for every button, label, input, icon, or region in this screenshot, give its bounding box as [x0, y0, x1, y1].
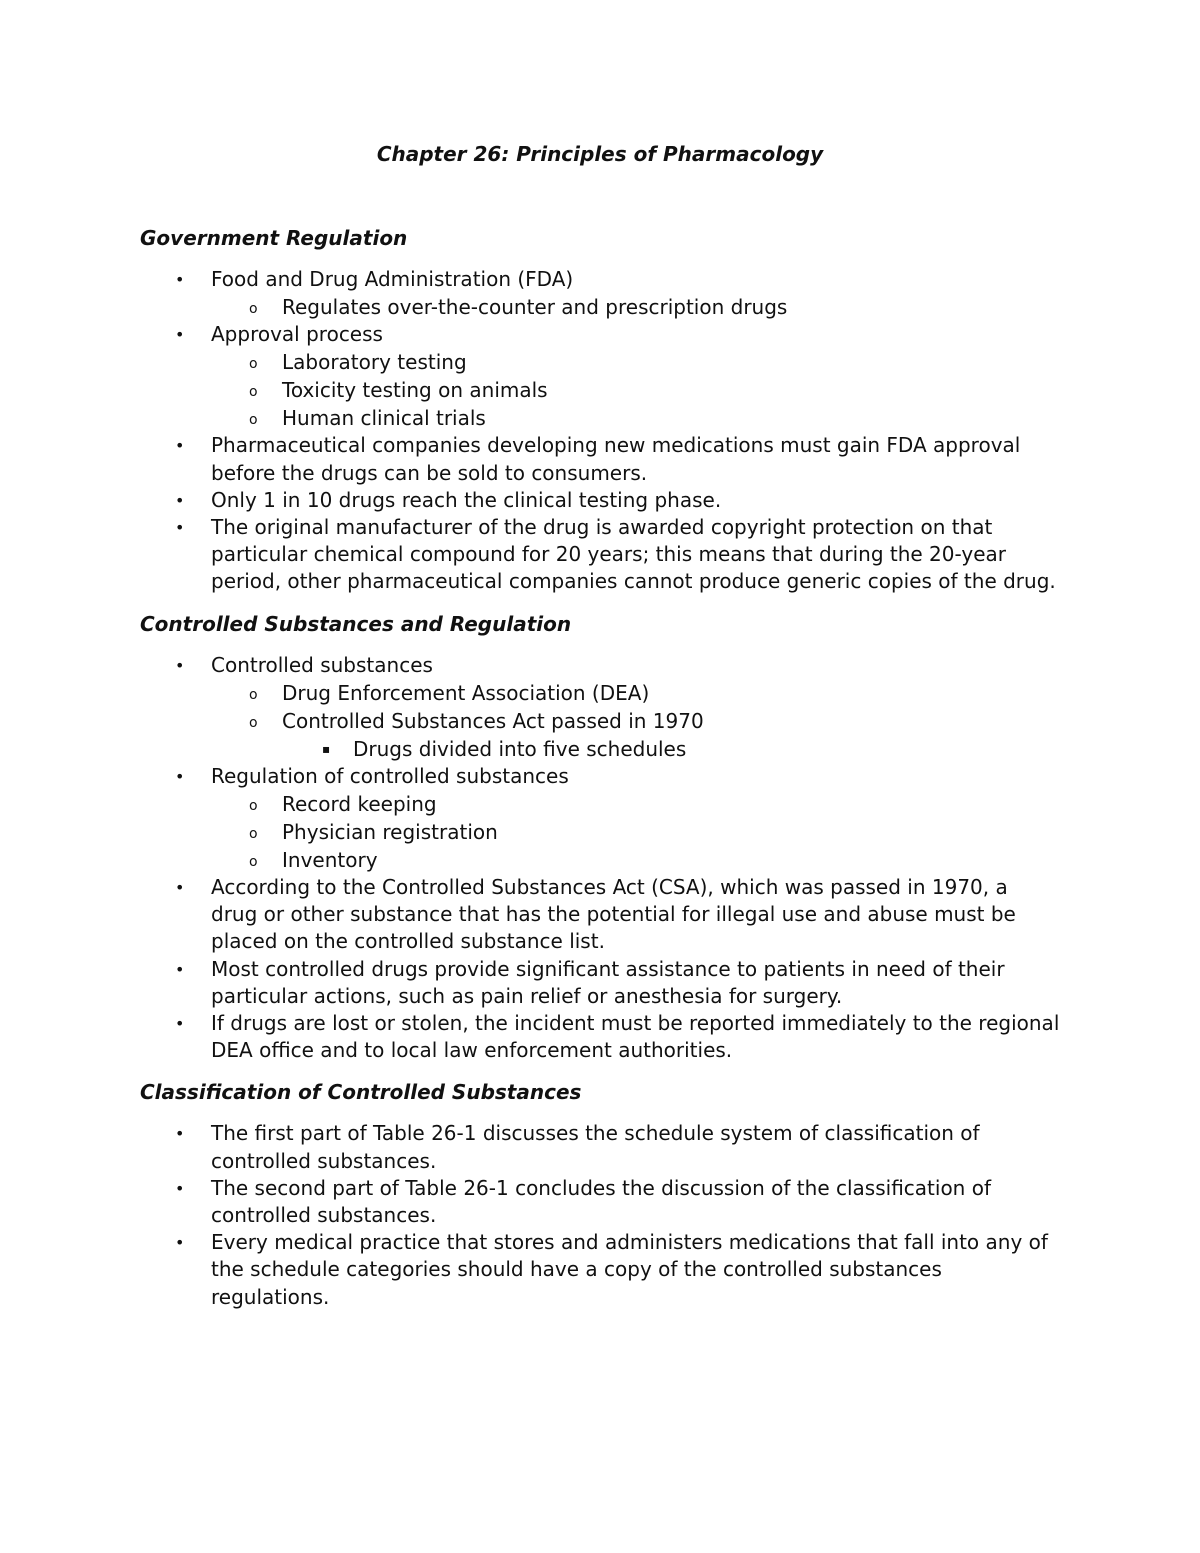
- section-list-government-regulation: [140, 266, 1060, 596]
- list-item-text: Every medical practice that stores and administers medications that fall into any of the schedule categories should have a copy of the controlled substances regulations.: [211, 1230, 1048, 1309]
- list-item-text: Controlled substances: [211, 652, 433, 677]
- section-list-controlled-substances: [140, 652, 1060, 1065]
- sub-list: [211, 679, 1060, 763]
- list-item: [140, 1010, 1060, 1064]
- list-item: [140, 1229, 1060, 1311]
- bullet-icon: •: [175, 1014, 185, 1034]
- sub-list-item-text: Record keeping: [282, 792, 437, 817]
- hollow-bullet-icon: o: [249, 826, 258, 843]
- bullet-icon: •: [175, 490, 185, 510]
- sub-list-item: [211, 404, 1060, 432]
- list-item-text: If drugs are lost or stolen, the incident must be reported immediately to the regional DEA office and to local law enforcement authorities.: [211, 1011, 1060, 1063]
- sub-sub-list-item: [282, 735, 1060, 763]
- section-heading-classification: Classification of Controlled Substances: [140, 1080, 582, 1105]
- sub-list-item: [211, 846, 1060, 874]
- sub-list-item-text: Regulates over-the-counter and prescription drugs: [282, 295, 788, 320]
- bullet-icon: •: [175, 959, 185, 979]
- sub-list-item: [211, 376, 1060, 404]
- sub-list-item: [211, 818, 1060, 846]
- list-item-text: Food and Drug Administration (FDA): [211, 267, 574, 291]
- hollow-bullet-icon: o: [249, 714, 258, 731]
- bullet-icon: •: [175, 325, 185, 345]
- bullet-icon: •: [175, 518, 185, 538]
- list-item-text: The first part of Table 26-1 discusses the schedule system of classification of controlled substances.: [211, 1121, 980, 1173]
- sub-list-item: [211, 293, 1060, 321]
- document-page: [140, 140, 1060, 1325]
- hollow-bullet-icon: o: [249, 854, 258, 871]
- list-item-text: The original manufacturer of the drug is awarded copyright protection on that particular chemical compound for 20 years; this means that during the 20-year period, other pharmaceutical companies cannot produce generic copies of the drug.: [211, 515, 1056, 594]
- list-item: [140, 652, 1060, 763]
- list-item-text: Most controlled drugs provide significant assistance to patients in need of their particular actions, such as pain relief or anesthesia for surgery.: [211, 956, 1005, 1008]
- bullet-icon: •: [175, 436, 185, 456]
- sub-list-item-text: Controlled Substances Act passed in 1970: [282, 708, 704, 733]
- section-heading-government-regulation: Government Regulation: [140, 226, 408, 250]
- hollow-bullet-icon: o: [249, 384, 258, 401]
- sub-list: [211, 790, 1060, 874]
- list-item: [140, 266, 1060, 321]
- hollow-bullet-icon: o: [249, 798, 258, 815]
- list-item: [140, 487, 1060, 514]
- sub-list: [211, 348, 1060, 432]
- list-item-text: Pharmaceutical companies developing new medications must gain FDA approval before the drugs can be sold to consumers.: [211, 433, 1021, 485]
- hollow-bullet-icon: o: [249, 356, 258, 373]
- hollow-bullet-icon: o: [249, 412, 258, 429]
- sub-list-item: [211, 707, 1060, 763]
- list-item-text: Approval process: [211, 322, 383, 347]
- list-item: [140, 763, 1060, 874]
- sub-list: [211, 293, 1060, 321]
- list-item: [140, 956, 1060, 1010]
- list-item: [140, 514, 1060, 596]
- sub-list-item-text: Inventory: [282, 848, 378, 873]
- section-heading-controlled-substances: Controlled Substances and Regulation: [140, 611, 572, 636]
- list-item: [140, 321, 1060, 432]
- hollow-bullet-icon: o: [249, 301, 258, 318]
- section-list-classification: [140, 1120, 1060, 1310]
- list-item-text: According to the Controlled Substances Act (CSA), which was passed in 1970, a drug or other substance that has the potential for illegal use and abuse must be placed on the controlled substance list.: [211, 875, 1016, 954]
- sub-list-item-text: Laboratory testing: [282, 350, 467, 375]
- list-item: [140, 1175, 1060, 1229]
- sub-list-item-text: Physician registration: [282, 820, 498, 845]
- page-title: Chapter 26: Principles of Pharmacology: [376, 142, 824, 166]
- sub-sub-list: [282, 735, 1060, 763]
- hollow-bullet-icon: o: [249, 686, 258, 703]
- bullet-icon: •: [175, 270, 185, 289]
- list-item: [140, 1120, 1060, 1174]
- list-item: [140, 432, 1060, 486]
- list-item-text: Regulation of controlled substances: [211, 763, 569, 788]
- sub-sub-list-item-text: Drugs divided into five schedules: [353, 736, 687, 761]
- list-item-text: Only 1 in 10 drugs reach the clinical testing phase.: [211, 487, 722, 512]
- sub-list-item-text: Human clinical trials: [282, 406, 486, 431]
- bullet-icon: •: [175, 655, 185, 675]
- sub-list-item: [211, 679, 1060, 707]
- square-bullet-icon: ▪: [322, 741, 331, 756]
- sub-list-item-text: Drug Enforcement Association (DEA): [282, 680, 650, 705]
- list-item-text: The second part of Table 26-1 concludes the discussion of the classification of controlled substances.: [211, 1175, 991, 1228]
- bullet-icon: •: [175, 1178, 185, 1198]
- bullet-icon: •: [175, 1124, 185, 1144]
- bullet-icon: •: [175, 766, 185, 786]
- list-item: [140, 874, 1060, 956]
- sub-list-item-text: Toxicity testing on animals: [282, 378, 548, 403]
- bullet-icon: •: [175, 1233, 185, 1253]
- sub-list-item: [211, 348, 1060, 376]
- sub-list-item: [211, 790, 1060, 818]
- bullet-icon: •: [175, 878, 185, 898]
